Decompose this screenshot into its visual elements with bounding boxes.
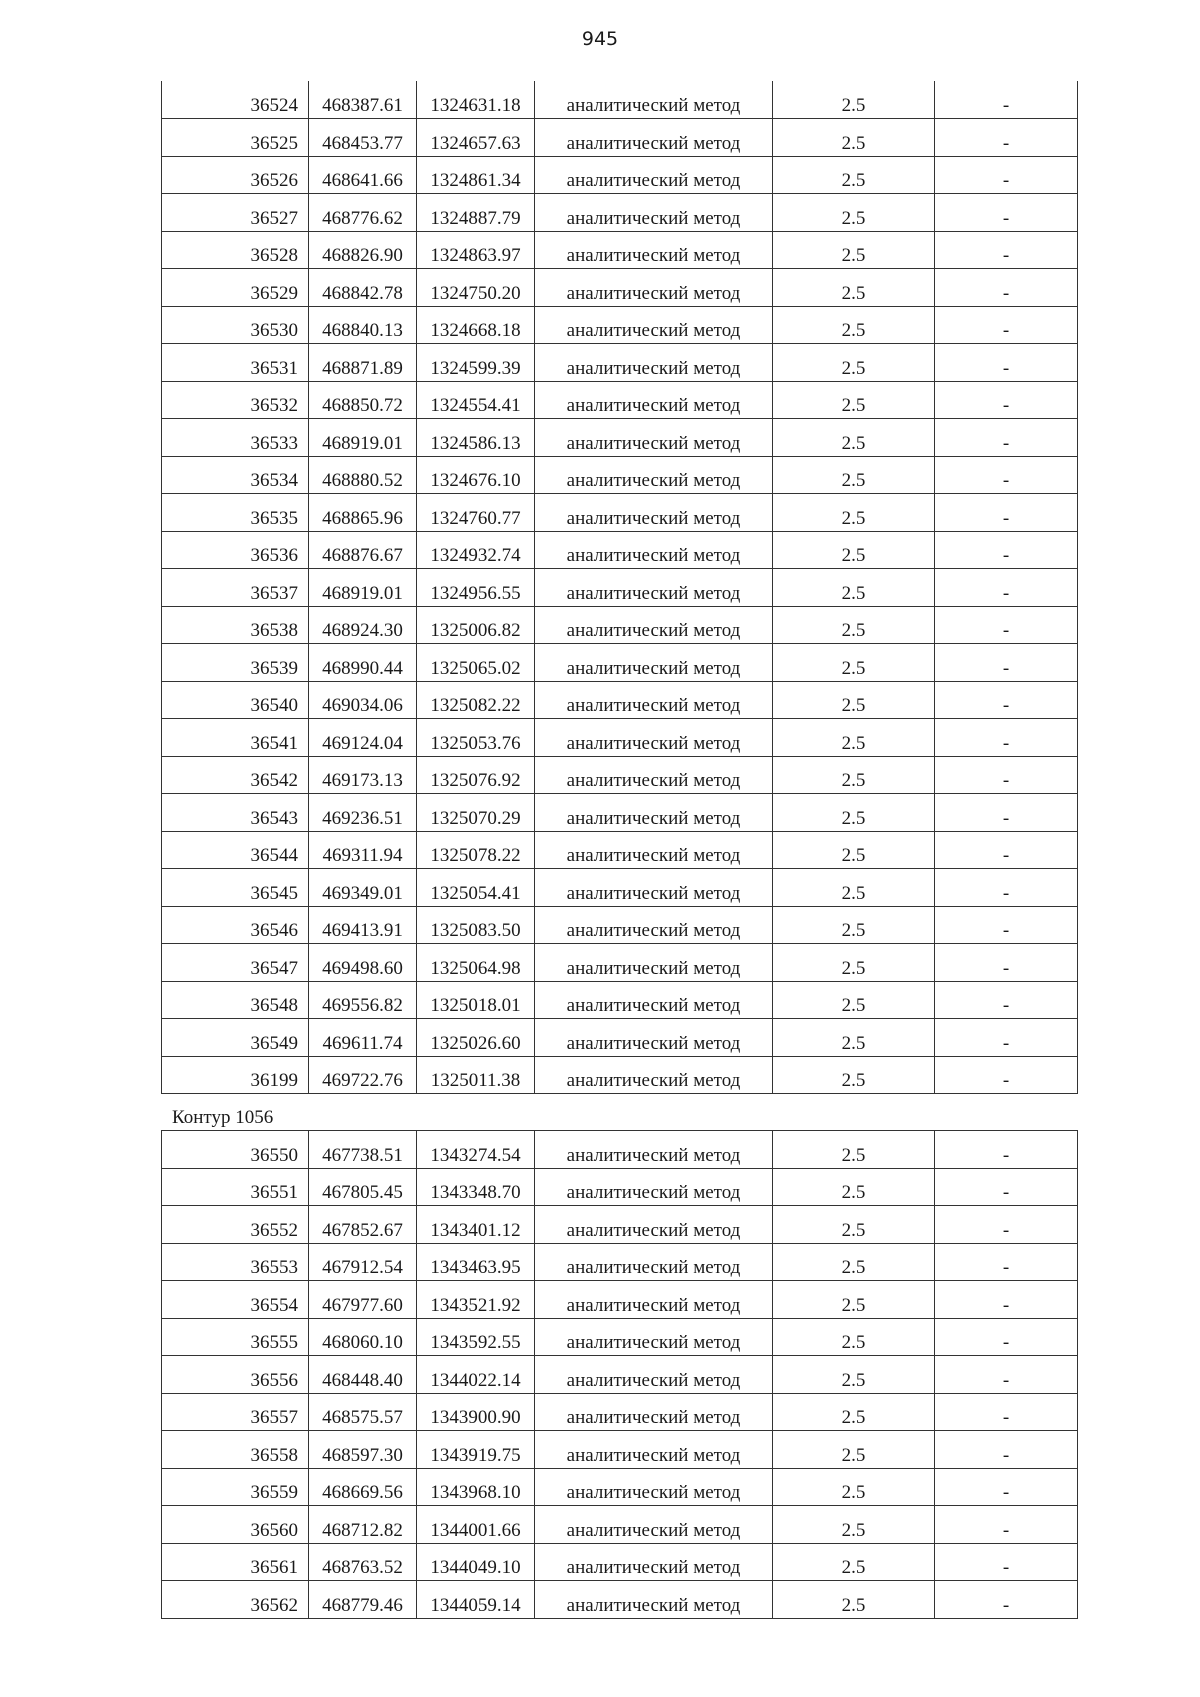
x-coordinate-cell: 469413.91 — [309, 906, 417, 944]
table-row — [162, 419, 1078, 457]
point-number-cell: 36548 — [162, 981, 309, 1019]
point-number-cell: 36527 — [162, 194, 309, 232]
point-number-cell: 36531 — [162, 344, 309, 382]
method-cell: аналитический метод — [535, 494, 773, 532]
note-cell: - — [935, 306, 1078, 344]
method-cell: аналитический метод — [535, 381, 773, 419]
precision-cell: 2.5 — [773, 269, 935, 307]
table-row — [162, 344, 1078, 382]
table-row — [162, 1393, 1078, 1431]
note-cell: - — [935, 231, 1078, 269]
method-cell: аналитический метод — [535, 231, 773, 269]
x-coordinate-cell: 468453.77 — [309, 119, 417, 157]
method-cell: аналитический метод — [535, 869, 773, 907]
note-cell: - — [935, 1393, 1078, 1431]
precision-cell: 2.5 — [773, 344, 935, 382]
table-row — [162, 269, 1078, 307]
method-cell: аналитический метод — [535, 1543, 773, 1581]
precision-cell: 2.5 — [773, 606, 935, 644]
y-coordinate-cell: 1324932.74 — [417, 531, 535, 569]
table-row — [162, 119, 1078, 157]
x-coordinate-cell: 468575.57 — [309, 1393, 417, 1431]
x-coordinate-cell: 469349.01 — [309, 869, 417, 907]
point-number-cell: 36553 — [162, 1243, 309, 1281]
y-coordinate-cell: 1324956.55 — [417, 569, 535, 607]
point-number-cell: 36526 — [162, 156, 309, 194]
x-coordinate-cell: 468871.89 — [309, 344, 417, 382]
precision-cell: 2.5 — [773, 1243, 935, 1281]
precision-cell: 2.5 — [773, 1206, 935, 1244]
note-cell: - — [935, 569, 1078, 607]
y-coordinate-cell: 1343274.54 — [417, 1131, 535, 1169]
point-number-cell: 36538 — [162, 606, 309, 644]
table-row — [162, 794, 1078, 832]
table-row — [162, 981, 1078, 1019]
table-row — [162, 569, 1078, 607]
precision-cell: 2.5 — [773, 906, 935, 944]
y-coordinate-cell: 1343348.70 — [417, 1168, 535, 1206]
precision-cell: 2.5 — [773, 231, 935, 269]
note-cell: - — [935, 1468, 1078, 1506]
note-cell: - — [935, 1318, 1078, 1356]
note-cell: - — [935, 1281, 1078, 1319]
y-coordinate-cell: 1324599.39 — [417, 344, 535, 382]
precision-cell: 2.5 — [773, 1431, 935, 1469]
point-number-cell: 36551 — [162, 1168, 309, 1206]
table-row — [162, 156, 1078, 194]
precision-cell: 2.5 — [773, 1543, 935, 1581]
precision-cell: 2.5 — [773, 1281, 935, 1319]
table-row — [162, 231, 1078, 269]
precision-cell: 2.5 — [773, 494, 935, 532]
x-coordinate-cell: 467977.60 — [309, 1281, 417, 1319]
point-number-cell: 36555 — [162, 1318, 309, 1356]
method-cell: аналитический метод — [535, 681, 773, 719]
x-coordinate-cell: 467805.45 — [309, 1168, 417, 1206]
method-cell: аналитический метод — [535, 156, 773, 194]
x-coordinate-cell: 468880.52 — [309, 456, 417, 494]
x-coordinate-cell: 468669.56 — [309, 1468, 417, 1506]
precision-cell: 2.5 — [773, 419, 935, 457]
x-coordinate-cell: 469722.76 — [309, 1056, 417, 1094]
x-coordinate-cell: 468919.01 — [309, 419, 417, 457]
x-coordinate-cell: 468865.96 — [309, 494, 417, 532]
point-number-cell: 36557 — [162, 1393, 309, 1431]
precision-cell: 2.5 — [773, 681, 935, 719]
y-coordinate-cell: 1325054.41 — [417, 869, 535, 907]
table-row — [162, 81, 1078, 119]
precision-cell: 2.5 — [773, 794, 935, 832]
method-cell: аналитический метод — [535, 456, 773, 494]
precision-cell: 2.5 — [773, 1581, 935, 1619]
x-coordinate-cell: 469498.60 — [309, 944, 417, 982]
x-coordinate-cell: 469611.74 — [309, 1019, 417, 1057]
point-number-cell: 36529 — [162, 269, 309, 307]
x-coordinate-cell: 469311.94 — [309, 831, 417, 869]
method-cell: аналитический метод — [535, 1281, 773, 1319]
coordinates-table-1 — [161, 81, 1078, 1094]
y-coordinate-cell: 1325083.50 — [417, 906, 535, 944]
method-cell: аналитический метод — [535, 81, 773, 119]
point-number-cell: 36547 — [162, 944, 309, 982]
coordinates-table-2 — [161, 1130, 1078, 1619]
point-number-cell: 36562 — [162, 1581, 309, 1619]
note-cell: - — [935, 1056, 1078, 1094]
table-row — [162, 831, 1078, 869]
note-cell: - — [935, 1243, 1078, 1281]
table-row — [162, 606, 1078, 644]
note-cell: - — [935, 869, 1078, 907]
x-coordinate-cell: 468641.66 — [309, 156, 417, 194]
precision-cell: 2.5 — [773, 1131, 935, 1169]
y-coordinate-cell: 1325006.82 — [417, 606, 535, 644]
precision-cell: 2.5 — [773, 119, 935, 157]
point-number-cell: 36560 — [162, 1506, 309, 1544]
note-cell: - — [935, 494, 1078, 532]
point-number-cell: 36535 — [162, 494, 309, 532]
x-coordinate-cell: 468060.10 — [309, 1318, 417, 1356]
y-coordinate-cell: 1325053.76 — [417, 719, 535, 757]
note-cell: - — [935, 1543, 1078, 1581]
method-cell: аналитический метод — [535, 1356, 773, 1394]
note-cell: - — [935, 831, 1078, 869]
table-row — [162, 1356, 1078, 1394]
note-cell: - — [935, 456, 1078, 494]
table-row — [162, 1131, 1078, 1169]
point-number-cell: 36556 — [162, 1356, 309, 1394]
method-cell: аналитический метод — [535, 569, 773, 607]
note-cell: - — [935, 794, 1078, 832]
precision-cell: 2.5 — [773, 1056, 935, 1094]
x-coordinate-cell: 468448.40 — [309, 1356, 417, 1394]
point-number-cell: 36199 — [162, 1056, 309, 1094]
table-row — [162, 306, 1078, 344]
note-cell: - — [935, 194, 1078, 232]
precision-cell: 2.5 — [773, 944, 935, 982]
point-number-cell: 36545 — [162, 869, 309, 907]
precision-cell: 2.5 — [773, 1318, 935, 1356]
y-coordinate-cell: 1325078.22 — [417, 831, 535, 869]
point-number-cell: 36554 — [162, 1281, 309, 1319]
method-cell: аналитический метод — [535, 1393, 773, 1431]
y-coordinate-cell: 1324657.63 — [417, 119, 535, 157]
table-row — [162, 1168, 1078, 1206]
method-cell: аналитический метод — [535, 981, 773, 1019]
y-coordinate-cell: 1343919.75 — [417, 1431, 535, 1469]
y-coordinate-cell: 1324586.13 — [417, 419, 535, 457]
table-row — [162, 906, 1078, 944]
note-cell: - — [935, 381, 1078, 419]
y-coordinate-cell: 1344059.14 — [417, 1581, 535, 1619]
table-row — [162, 719, 1078, 757]
method-cell: аналитический метод — [535, 1468, 773, 1506]
note-cell: - — [935, 1356, 1078, 1394]
table-row — [162, 1506, 1078, 1544]
x-coordinate-cell: 468763.52 — [309, 1543, 417, 1581]
point-number-cell: 36536 — [162, 531, 309, 569]
precision-cell: 2.5 — [773, 156, 935, 194]
x-coordinate-cell: 468840.13 — [309, 306, 417, 344]
precision-cell: 2.5 — [773, 456, 935, 494]
x-coordinate-cell: 468387.61 — [309, 81, 417, 119]
method-cell: аналитический метод — [535, 944, 773, 982]
precision-cell: 2.5 — [773, 756, 935, 794]
point-number-cell: 36525 — [162, 119, 309, 157]
point-number-cell: 36559 — [162, 1468, 309, 1506]
table-row — [162, 494, 1078, 532]
x-coordinate-cell: 468919.01 — [309, 569, 417, 607]
x-coordinate-cell: 469034.06 — [309, 681, 417, 719]
y-coordinate-cell: 1324668.18 — [417, 306, 535, 344]
note-cell: - — [935, 681, 1078, 719]
method-cell: аналитический метод — [535, 1431, 773, 1469]
y-coordinate-cell: 1324887.79 — [417, 194, 535, 232]
table-row — [162, 756, 1078, 794]
note-cell: - — [935, 1206, 1078, 1244]
x-coordinate-cell: 468776.62 — [309, 194, 417, 232]
point-number-cell: 36528 — [162, 231, 309, 269]
note-cell: - — [935, 756, 1078, 794]
x-coordinate-cell: 469236.51 — [309, 794, 417, 832]
precision-cell: 2.5 — [773, 569, 935, 607]
note-cell: - — [935, 269, 1078, 307]
note-cell: - — [935, 1581, 1078, 1619]
point-number-cell: 36530 — [162, 306, 309, 344]
point-number-cell: 36533 — [162, 419, 309, 457]
method-cell: аналитический метод — [535, 1318, 773, 1356]
precision-cell: 2.5 — [773, 1019, 935, 1057]
precision-cell: 2.5 — [773, 194, 935, 232]
precision-cell: 2.5 — [773, 1506, 935, 1544]
table-row — [162, 531, 1078, 569]
note-cell: - — [935, 944, 1078, 982]
y-coordinate-cell: 1324863.97 — [417, 231, 535, 269]
method-cell: аналитический метод — [535, 1019, 773, 1057]
table-row — [162, 456, 1078, 494]
precision-cell: 2.5 — [773, 531, 935, 569]
coordinates-table-2-body — [162, 1131, 1078, 1619]
method-cell: аналитический метод — [535, 756, 773, 794]
y-coordinate-cell: 1343968.10 — [417, 1468, 535, 1506]
y-coordinate-cell: 1343521.92 — [417, 1281, 535, 1319]
method-cell: аналитический метод — [535, 419, 773, 457]
precision-cell: 2.5 — [773, 306, 935, 344]
x-coordinate-cell: 467738.51 — [309, 1131, 417, 1169]
y-coordinate-cell: 1343592.55 — [417, 1318, 535, 1356]
table-row — [162, 1243, 1078, 1281]
precision-cell: 2.5 — [773, 719, 935, 757]
y-coordinate-cell: 1343463.95 — [417, 1243, 535, 1281]
x-coordinate-cell: 468850.72 — [309, 381, 417, 419]
y-coordinate-cell: 1325065.02 — [417, 644, 535, 682]
precision-cell: 2.5 — [773, 1356, 935, 1394]
note-cell: - — [935, 981, 1078, 1019]
y-coordinate-cell: 1324554.41 — [417, 381, 535, 419]
point-number-cell: 36541 — [162, 719, 309, 757]
method-cell: аналитический метод — [535, 344, 773, 382]
point-number-cell: 36552 — [162, 1206, 309, 1244]
y-coordinate-cell: 1325082.22 — [417, 681, 535, 719]
note-cell: - — [935, 1506, 1078, 1544]
note-cell: - — [935, 606, 1078, 644]
y-coordinate-cell: 1343401.12 — [417, 1206, 535, 1244]
y-coordinate-cell: 1325018.01 — [417, 981, 535, 1019]
method-cell: аналитический метод — [535, 719, 773, 757]
precision-cell: 2.5 — [773, 1168, 935, 1206]
y-coordinate-cell: 1343900.90 — [417, 1393, 535, 1431]
x-coordinate-cell: 468712.82 — [309, 1506, 417, 1544]
note-cell: - — [935, 156, 1078, 194]
method-cell: аналитический метод — [535, 1168, 773, 1206]
y-coordinate-cell: 1344049.10 — [417, 1543, 535, 1581]
x-coordinate-cell: 467912.54 — [309, 1243, 417, 1281]
precision-cell: 2.5 — [773, 869, 935, 907]
table-row — [162, 194, 1078, 232]
note-cell: - — [935, 531, 1078, 569]
y-coordinate-cell: 1344001.66 — [417, 1506, 535, 1544]
method-cell: аналитический метод — [535, 1581, 773, 1619]
precision-cell: 2.5 — [773, 381, 935, 419]
table-row — [162, 644, 1078, 682]
point-number-cell: 36549 — [162, 1019, 309, 1057]
method-cell: аналитический метод — [535, 531, 773, 569]
point-number-cell: 36532 — [162, 381, 309, 419]
table-row — [162, 1468, 1078, 1506]
y-coordinate-cell: 1324631.18 — [417, 81, 535, 119]
table-row — [162, 1019, 1078, 1057]
method-cell: аналитический метод — [535, 1506, 773, 1544]
y-coordinate-cell: 1324750.20 — [417, 269, 535, 307]
table-row — [162, 944, 1078, 982]
y-coordinate-cell: 1325070.29 — [417, 794, 535, 832]
x-coordinate-cell: 468990.44 — [309, 644, 417, 682]
x-coordinate-cell: 468924.30 — [309, 606, 417, 644]
note-cell: - — [935, 1131, 1078, 1169]
note-cell: - — [935, 81, 1078, 119]
x-coordinate-cell: 469124.04 — [309, 719, 417, 757]
method-cell: аналитический метод — [535, 1243, 773, 1281]
point-number-cell: 36544 — [162, 831, 309, 869]
note-cell: - — [935, 1431, 1078, 1469]
precision-cell: 2.5 — [773, 81, 935, 119]
precision-cell: 2.5 — [773, 981, 935, 1019]
section-label: Контур 1056 — [172, 1107, 274, 1128]
x-coordinate-cell: 469556.82 — [309, 981, 417, 1019]
note-cell: - — [935, 906, 1078, 944]
y-coordinate-cell: 1324676.10 — [417, 456, 535, 494]
y-coordinate-cell: 1344022.14 — [417, 1356, 535, 1394]
method-cell: аналитический метод — [535, 1206, 773, 1244]
method-cell: аналитический метод — [535, 306, 773, 344]
y-coordinate-cell: 1324861.34 — [417, 156, 535, 194]
coordinates-table-1-body — [162, 81, 1078, 1094]
point-number-cell: 36546 — [162, 906, 309, 944]
point-number-cell: 36534 — [162, 456, 309, 494]
x-coordinate-cell: 468826.90 — [309, 231, 417, 269]
y-coordinate-cell: 1325076.92 — [417, 756, 535, 794]
x-coordinate-cell: 469173.13 — [309, 756, 417, 794]
table-row — [162, 1206, 1078, 1244]
method-cell: аналитический метод — [535, 906, 773, 944]
note-cell: - — [935, 119, 1078, 157]
table-row — [162, 1281, 1078, 1319]
method-cell: аналитический метод — [535, 1131, 773, 1169]
note-cell: - — [935, 344, 1078, 382]
table-row — [162, 381, 1078, 419]
point-number-cell: 36537 — [162, 569, 309, 607]
point-number-cell: 36542 — [162, 756, 309, 794]
note-cell: - — [935, 719, 1078, 757]
table-row — [162, 1581, 1078, 1619]
x-coordinate-cell: 468779.46 — [309, 1581, 417, 1619]
y-coordinate-cell: 1324760.77 — [417, 494, 535, 532]
precision-cell: 2.5 — [773, 831, 935, 869]
point-number-cell: 36540 — [162, 681, 309, 719]
point-number-cell: 36524 — [162, 81, 309, 119]
method-cell: аналитический метод — [535, 269, 773, 307]
note-cell: - — [935, 419, 1078, 457]
table-row — [162, 1431, 1078, 1469]
y-coordinate-cell: 1325026.60 — [417, 1019, 535, 1057]
x-coordinate-cell: 468842.78 — [309, 269, 417, 307]
method-cell: аналитический метод — [535, 194, 773, 232]
page-number: 945 — [581, 28, 619, 50]
point-number-cell: 36543 — [162, 794, 309, 832]
precision-cell: 2.5 — [773, 1393, 935, 1431]
note-cell: - — [935, 1168, 1078, 1206]
table-row — [162, 1318, 1078, 1356]
method-cell: аналитический метод — [535, 831, 773, 869]
precision-cell: 2.5 — [773, 644, 935, 682]
note-cell: - — [935, 1019, 1078, 1057]
point-number-cell: 36539 — [162, 644, 309, 682]
method-cell: аналитический метод — [535, 606, 773, 644]
method-cell: аналитический метод — [535, 1056, 773, 1094]
table-row — [162, 1056, 1078, 1094]
note-cell: - — [935, 644, 1078, 682]
table-row — [162, 1543, 1078, 1581]
method-cell: аналитический метод — [535, 119, 773, 157]
point-number-cell: 36561 — [162, 1543, 309, 1581]
x-coordinate-cell: 468876.67 — [309, 531, 417, 569]
precision-cell: 2.5 — [773, 1468, 935, 1506]
method-cell: аналитический метод — [535, 794, 773, 832]
method-cell: аналитический метод — [535, 644, 773, 682]
point-number-cell: 36558 — [162, 1431, 309, 1469]
y-coordinate-cell: 1325011.38 — [417, 1056, 535, 1094]
x-coordinate-cell: 468597.30 — [309, 1431, 417, 1469]
point-number-cell: 36550 — [162, 1131, 309, 1169]
y-coordinate-cell: 1325064.98 — [417, 944, 535, 982]
x-coordinate-cell: 467852.67 — [309, 1206, 417, 1244]
table-row — [162, 869, 1078, 907]
table-row — [162, 681, 1078, 719]
